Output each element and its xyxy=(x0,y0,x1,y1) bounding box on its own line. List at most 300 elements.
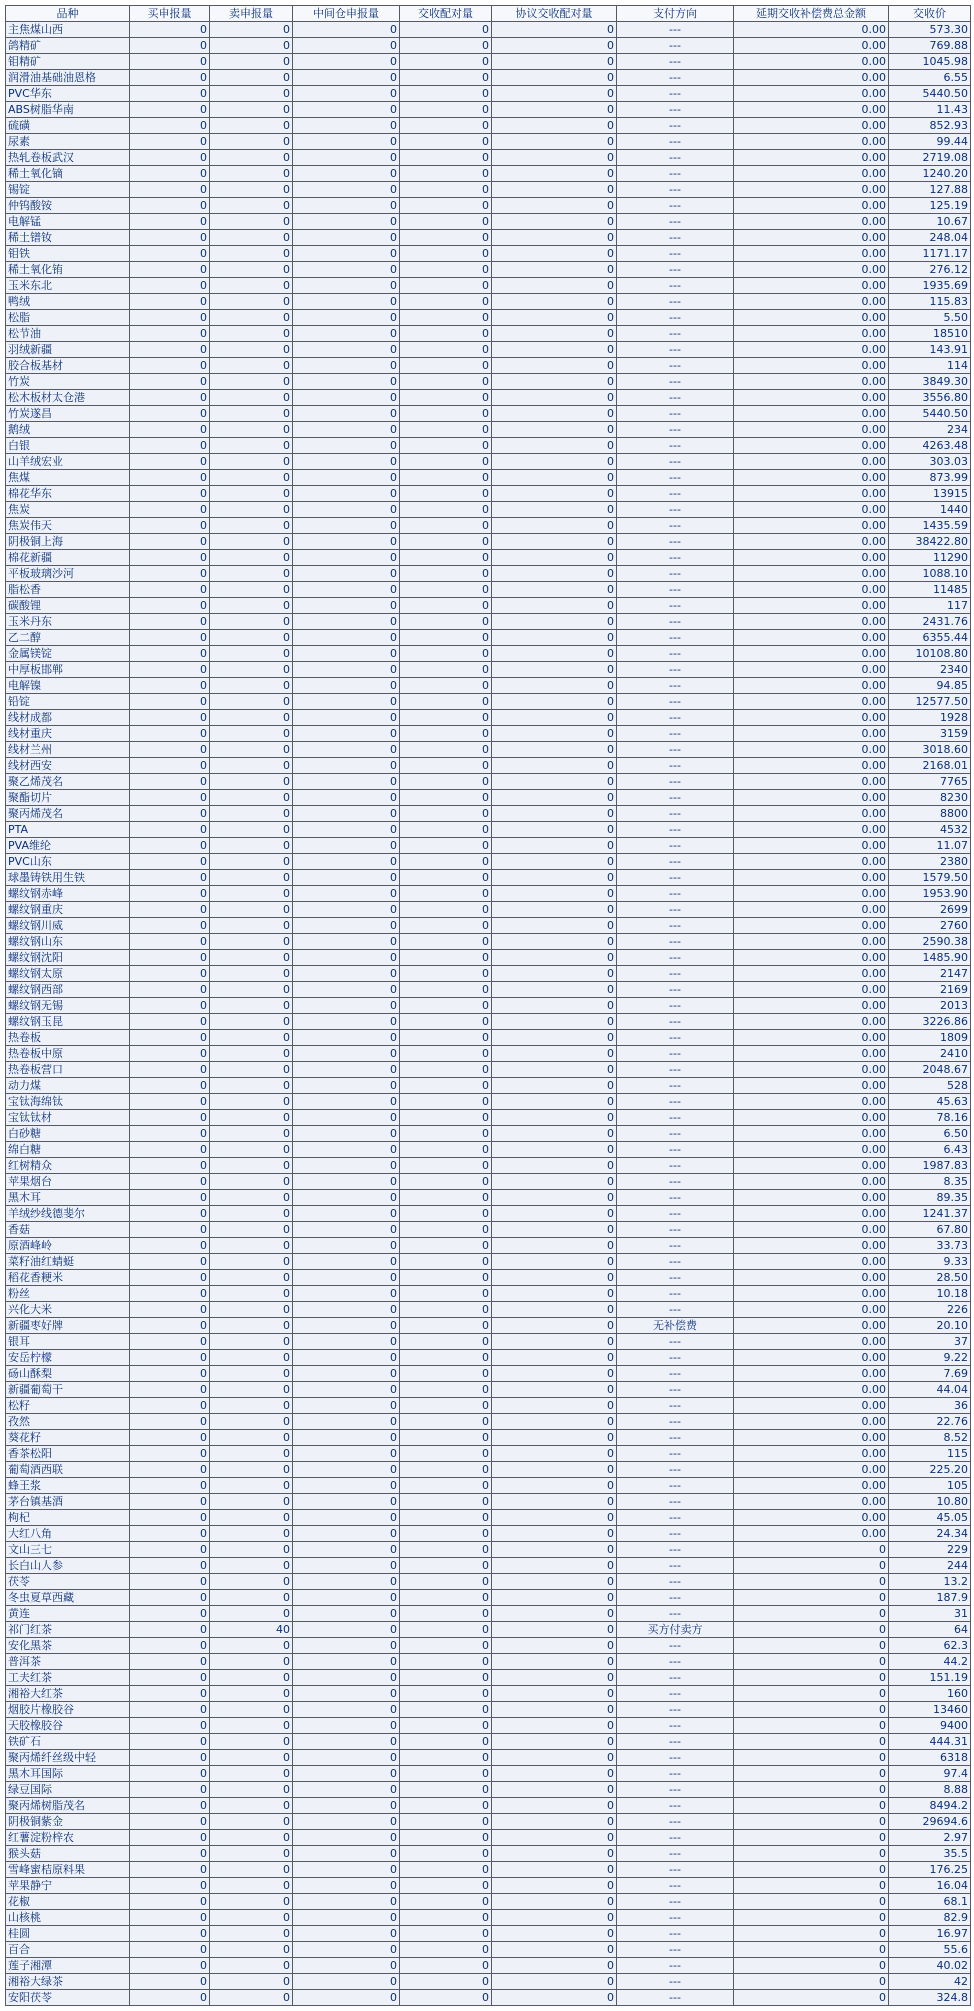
cell-sell-declared: 0 xyxy=(210,1542,293,1558)
cell-product: 白砂糖 xyxy=(6,1126,130,1142)
cell-payment-direction: --- xyxy=(617,790,734,806)
cell-payment-direction: --- xyxy=(617,1382,734,1398)
table-row xyxy=(6,1686,971,1702)
cell-agreement-matched: 0 xyxy=(492,806,617,822)
header-agreement-matched: 协议交收配对量 xyxy=(492,6,617,22)
cell-product: 大红八角 xyxy=(6,1526,130,1542)
header-settlement-price: 交收价 xyxy=(889,6,971,22)
table-row xyxy=(6,1318,971,1334)
cell-intermediate-declared: 0 xyxy=(293,726,400,742)
cell-agreement-matched: 0 xyxy=(492,646,617,662)
cell-sell-declared: 0 xyxy=(210,278,293,294)
cell-sell-declared: 0 xyxy=(210,1910,293,1926)
cell-deferred-compensation: 0.00 xyxy=(734,854,889,870)
cell-product: 红薯淀粉梓农 xyxy=(6,1830,130,1846)
cell-settlement-price: 3018.60 xyxy=(889,742,971,758)
cell-sell-declared: 0 xyxy=(210,1734,293,1750)
cell-product: 羽绒新疆 xyxy=(6,342,130,358)
cell-deferred-compensation: 0.00 xyxy=(734,774,889,790)
cell-product: 中厚板邯郸 xyxy=(6,662,130,678)
cell-agreement-matched: 0 xyxy=(492,262,617,278)
cell-deferred-compensation: 0.00 xyxy=(734,118,889,134)
cell-payment-direction: --- xyxy=(617,566,734,582)
cell-agreement-matched: 0 xyxy=(492,150,617,166)
cell-product: 文山三七 xyxy=(6,1542,130,1558)
cell-buy-declared: 0 xyxy=(130,54,210,70)
cell-deferred-compensation: 0 xyxy=(734,1862,889,1878)
cell-sell-declared: 0 xyxy=(210,54,293,70)
cell-payment-direction: --- xyxy=(617,726,734,742)
cell-product: 茅台镇基酒 xyxy=(6,1494,130,1510)
cell-sell-declared: 0 xyxy=(210,358,293,374)
table-row xyxy=(6,1094,971,1110)
table-row xyxy=(6,1862,971,1878)
cell-buy-declared: 0 xyxy=(130,1638,210,1654)
cell-product: 聚丙烯茂名 xyxy=(6,806,130,822)
table-row xyxy=(6,86,971,102)
cell-payment-direction: --- xyxy=(617,1462,734,1478)
cell-agreement-matched: 0 xyxy=(492,1606,617,1622)
cell-product: 鸭绒 xyxy=(6,294,130,310)
cell-settlement-price: 8.52 xyxy=(889,1430,971,1446)
cell-payment-direction: --- xyxy=(617,1958,734,1974)
cell-intermediate-declared: 0 xyxy=(293,230,400,246)
cell-buy-declared: 0 xyxy=(130,966,210,982)
cell-deferred-compensation: 0.00 xyxy=(734,998,889,1014)
cell-product: 胶合板基材 xyxy=(6,358,130,374)
cell-product: 砀山酥梨 xyxy=(6,1366,130,1382)
cell-settlement-price: 22.76 xyxy=(889,1414,971,1430)
cell-delivery-matched: 0 xyxy=(400,518,492,534)
table-row xyxy=(6,454,971,470)
cell-settlement-price: 29694.6 xyxy=(889,1814,971,1830)
cell-agreement-matched: 0 xyxy=(492,1430,617,1446)
cell-settlement-price: 2147 xyxy=(889,966,971,982)
cell-sell-declared: 0 xyxy=(210,886,293,902)
cell-intermediate-declared: 0 xyxy=(293,966,400,982)
cell-payment-direction: --- xyxy=(617,678,734,694)
cell-delivery-matched: 0 xyxy=(400,854,492,870)
cell-product: 竹炭 xyxy=(6,374,130,390)
cell-delivery-matched: 0 xyxy=(400,1190,492,1206)
cell-agreement-matched: 0 xyxy=(492,1942,617,1958)
table-row xyxy=(6,1446,971,1462)
cell-deferred-compensation: 0.00 xyxy=(734,1222,889,1238)
cell-buy-declared: 0 xyxy=(130,342,210,358)
cell-payment-direction: --- xyxy=(617,582,734,598)
cell-product: 螺纹钢重庆 xyxy=(6,902,130,918)
cell-payment-direction: --- xyxy=(617,166,734,182)
cell-buy-declared: 0 xyxy=(130,1334,210,1350)
table-row xyxy=(6,390,971,406)
cell-payment-direction: --- xyxy=(617,198,734,214)
cell-product: 香菇 xyxy=(6,1222,130,1238)
cell-buy-declared: 0 xyxy=(130,1446,210,1462)
cell-agreement-matched: 0 xyxy=(492,582,617,598)
cell-product: 焦炭 xyxy=(6,502,130,518)
table-row xyxy=(6,422,971,438)
cell-payment-direction: --- xyxy=(617,1478,734,1494)
cell-agreement-matched: 0 xyxy=(492,1462,617,1478)
cell-settlement-price: 35.5 xyxy=(889,1846,971,1862)
table-row xyxy=(6,950,971,966)
table-row xyxy=(6,710,971,726)
cell-delivery-matched: 0 xyxy=(400,1334,492,1350)
cell-delivery-matched: 0 xyxy=(400,1830,492,1846)
cell-intermediate-declared: 0 xyxy=(293,1430,400,1446)
cell-agreement-matched: 0 xyxy=(492,1766,617,1782)
cell-buy-declared: 0 xyxy=(130,1014,210,1030)
cell-settlement-price: 33.73 xyxy=(889,1238,971,1254)
cell-intermediate-declared: 0 xyxy=(293,582,400,598)
cell-settlement-price: 573.30 xyxy=(889,22,971,38)
cell-deferred-compensation: 0.00 xyxy=(734,1382,889,1398)
table-row xyxy=(6,1430,971,1446)
cell-agreement-matched: 0 xyxy=(492,710,617,726)
cell-buy-declared: 0 xyxy=(130,1494,210,1510)
cell-agreement-matched: 0 xyxy=(492,1846,617,1862)
cell-buy-declared: 0 xyxy=(130,630,210,646)
cell-intermediate-declared: 0 xyxy=(293,1558,400,1574)
header-row xyxy=(6,6,971,22)
cell-deferred-compensation: 0 xyxy=(734,1846,889,1862)
cell-agreement-matched: 0 xyxy=(492,1798,617,1814)
cell-payment-direction: --- xyxy=(617,1302,734,1318)
cell-deferred-compensation: 0.00 xyxy=(734,438,889,454)
table-row xyxy=(6,598,971,614)
cell-intermediate-declared: 0 xyxy=(293,166,400,182)
cell-agreement-matched: 0 xyxy=(492,1750,617,1766)
cell-settlement-price: 11485 xyxy=(889,582,971,598)
cell-delivery-matched: 0 xyxy=(400,982,492,998)
cell-sell-declared: 0 xyxy=(210,630,293,646)
cell-deferred-compensation: 0.00 xyxy=(734,86,889,102)
cell-sell-declared: 0 xyxy=(210,1638,293,1654)
cell-delivery-matched: 0 xyxy=(400,1814,492,1830)
cell-product: 天胶橡胶谷 xyxy=(6,1718,130,1734)
cell-sell-declared: 0 xyxy=(210,1142,293,1158)
cell-intermediate-declared: 0 xyxy=(293,1622,400,1638)
cell-sell-declared: 0 xyxy=(210,1558,293,1574)
table-row xyxy=(6,406,971,422)
cell-delivery-matched: 0 xyxy=(400,1126,492,1142)
table-row xyxy=(6,182,971,198)
cell-sell-declared: 0 xyxy=(210,726,293,742)
cell-payment-direction: --- xyxy=(617,870,734,886)
table-row xyxy=(6,1014,971,1030)
cell-sell-declared: 0 xyxy=(210,742,293,758)
cell-intermediate-declared: 0 xyxy=(293,1686,400,1702)
cell-agreement-matched: 0 xyxy=(492,1398,617,1414)
cell-deferred-compensation: 0.00 xyxy=(734,550,889,566)
cell-settlement-price: 78.16 xyxy=(889,1110,971,1126)
cell-intermediate-declared: 0 xyxy=(293,886,400,902)
cell-delivery-matched: 0 xyxy=(400,1142,492,1158)
cell-buy-declared: 0 xyxy=(130,854,210,870)
cell-sell-declared: 0 xyxy=(210,182,293,198)
cell-agreement-matched: 0 xyxy=(492,502,617,518)
cell-payment-direction: --- xyxy=(617,1782,734,1798)
table-row xyxy=(6,1542,971,1558)
cell-sell-declared: 0 xyxy=(210,598,293,614)
cell-delivery-matched: 0 xyxy=(400,1942,492,1958)
cell-agreement-matched: 0 xyxy=(492,518,617,534)
cell-product: 锡锭 xyxy=(6,182,130,198)
cell-delivery-matched: 0 xyxy=(400,1254,492,1270)
cell-intermediate-declared: 0 xyxy=(293,1766,400,1782)
cell-delivery-matched: 0 xyxy=(400,1686,492,1702)
table-row xyxy=(6,1766,971,1782)
cell-intermediate-declared: 0 xyxy=(293,1926,400,1942)
cell-deferred-compensation: 0.00 xyxy=(734,1526,889,1542)
cell-intermediate-declared: 0 xyxy=(293,822,400,838)
cell-payment-direction: --- xyxy=(617,646,734,662)
cell-payment-direction: --- xyxy=(617,1158,734,1174)
cell-intermediate-declared: 0 xyxy=(293,326,400,342)
cell-intermediate-declared: 0 xyxy=(293,1510,400,1526)
cell-agreement-matched: 0 xyxy=(492,86,617,102)
cell-settlement-price: 5.50 xyxy=(889,310,971,326)
cell-settlement-price: 769.88 xyxy=(889,38,971,54)
cell-intermediate-declared: 0 xyxy=(293,86,400,102)
cell-buy-declared: 0 xyxy=(130,390,210,406)
cell-product: 枸杞 xyxy=(6,1510,130,1526)
cell-settlement-price: 20.10 xyxy=(889,1318,971,1334)
cell-agreement-matched: 0 xyxy=(492,950,617,966)
cell-delivery-matched: 0 xyxy=(400,1798,492,1814)
cell-agreement-matched: 0 xyxy=(492,422,617,438)
cell-payment-direction: --- xyxy=(617,214,734,230)
cell-intermediate-declared: 0 xyxy=(293,150,400,166)
cell-buy-declared: 0 xyxy=(130,198,210,214)
cell-sell-declared: 0 xyxy=(210,214,293,230)
cell-buy-declared: 0 xyxy=(130,1046,210,1062)
cell-sell-declared: 0 xyxy=(210,1014,293,1030)
cell-delivery-matched: 0 xyxy=(400,1062,492,1078)
cell-product: PTA xyxy=(6,822,130,838)
cell-buy-declared: 0 xyxy=(130,1734,210,1750)
cell-product: 螺纹钢太原 xyxy=(6,966,130,982)
cell-product: 湘裕大绿茶 xyxy=(6,1974,130,1990)
cell-buy-declared: 0 xyxy=(130,470,210,486)
cell-payment-direction: --- xyxy=(617,1718,734,1734)
cell-intermediate-declared: 0 xyxy=(293,1590,400,1606)
cell-sell-declared: 0 xyxy=(210,1382,293,1398)
cell-deferred-compensation: 0 xyxy=(734,1814,889,1830)
cell-buy-declared: 0 xyxy=(130,1942,210,1958)
cell-intermediate-declared: 0 xyxy=(293,838,400,854)
cell-product: 百合 xyxy=(6,1942,130,1958)
cell-settlement-price: 67.80 xyxy=(889,1222,971,1238)
cell-delivery-matched: 0 xyxy=(400,22,492,38)
cell-product: 铁矿石 xyxy=(6,1734,130,1750)
cell-payment-direction: --- xyxy=(617,1558,734,1574)
cell-delivery-matched: 0 xyxy=(400,390,492,406)
table-row xyxy=(6,1654,971,1670)
cell-settlement-price: 187.9 xyxy=(889,1590,971,1606)
cell-sell-declared: 0 xyxy=(210,294,293,310)
cell-intermediate-declared: 0 xyxy=(293,38,400,54)
cell-product: 鸽精矿 xyxy=(6,38,130,54)
cell-delivery-matched: 0 xyxy=(400,1734,492,1750)
cell-settlement-price: 42 xyxy=(889,1974,971,1990)
cell-intermediate-declared: 0 xyxy=(293,614,400,630)
cell-agreement-matched: 0 xyxy=(492,1862,617,1878)
cell-sell-declared: 0 xyxy=(210,582,293,598)
cell-buy-declared: 0 xyxy=(130,1302,210,1318)
table-row xyxy=(6,1030,971,1046)
cell-intermediate-declared: 0 xyxy=(293,198,400,214)
cell-intermediate-declared: 0 xyxy=(293,630,400,646)
cell-buy-declared: 0 xyxy=(130,230,210,246)
cell-deferred-compensation: 0.00 xyxy=(734,566,889,582)
cell-buy-declared: 0 xyxy=(130,1878,210,1894)
cell-buy-declared: 0 xyxy=(130,1414,210,1430)
cell-settlement-price: 55.6 xyxy=(889,1942,971,1958)
table-row xyxy=(6,1606,971,1622)
cell-delivery-matched: 0 xyxy=(400,1958,492,1974)
cell-delivery-matched: 0 xyxy=(400,1222,492,1238)
cell-payment-direction: --- xyxy=(617,54,734,70)
cell-agreement-matched: 0 xyxy=(492,982,617,998)
table-row xyxy=(6,1510,971,1526)
cell-intermediate-declared: 0 xyxy=(293,1382,400,1398)
cell-deferred-compensation: 0 xyxy=(734,1542,889,1558)
cell-payment-direction: --- xyxy=(617,1798,734,1814)
cell-product: 绵白糖 xyxy=(6,1142,130,1158)
cell-settlement-price: 1440 xyxy=(889,502,971,518)
cell-agreement-matched: 0 xyxy=(492,774,617,790)
cell-buy-declared: 0 xyxy=(130,1078,210,1094)
cell-delivery-matched: 0 xyxy=(400,662,492,678)
cell-delivery-matched: 0 xyxy=(400,1206,492,1222)
cell-agreement-matched: 0 xyxy=(492,1062,617,1078)
cell-product: 乙二醇 xyxy=(6,630,130,646)
cell-deferred-compensation: 0.00 xyxy=(734,390,889,406)
cell-buy-declared: 0 xyxy=(130,534,210,550)
cell-settlement-price: 1241.37 xyxy=(889,1206,971,1222)
table-row xyxy=(6,550,971,566)
cell-sell-declared: 0 xyxy=(210,150,293,166)
cell-product: 线材兰州 xyxy=(6,742,130,758)
cell-settlement-price: 8.88 xyxy=(889,1782,971,1798)
cell-product: 绿豆国际 xyxy=(6,1782,130,1798)
cell-settlement-price: 324.8 xyxy=(889,1990,971,2006)
table-row xyxy=(6,630,971,646)
cell-payment-direction: --- xyxy=(617,598,734,614)
table-row xyxy=(6,54,971,70)
cell-agreement-matched: 0 xyxy=(492,38,617,54)
table-row xyxy=(6,982,971,998)
table-row xyxy=(6,214,971,230)
cell-delivery-matched: 0 xyxy=(400,678,492,694)
cell-intermediate-declared: 0 xyxy=(293,1014,400,1030)
cell-settlement-price: 10.18 xyxy=(889,1286,971,1302)
cell-sell-declared: 0 xyxy=(210,774,293,790)
cell-delivery-matched: 0 xyxy=(400,310,492,326)
cell-buy-declared: 0 xyxy=(130,1238,210,1254)
cell-agreement-matched: 0 xyxy=(492,198,617,214)
cell-intermediate-declared: 0 xyxy=(293,1398,400,1414)
cell-payment-direction: --- xyxy=(617,1510,734,1526)
cell-deferred-compensation: 0.00 xyxy=(734,934,889,950)
cell-buy-declared: 0 xyxy=(130,902,210,918)
cell-product: 原酒峰岭 xyxy=(6,1238,130,1254)
cell-sell-declared: 0 xyxy=(210,198,293,214)
cell-intermediate-declared: 0 xyxy=(293,1462,400,1478)
cell-buy-declared: 0 xyxy=(130,1750,210,1766)
cell-product: 润滑油基础油恩格 xyxy=(6,70,130,86)
cell-sell-declared: 40 xyxy=(210,1622,293,1638)
cell-delivery-matched: 0 xyxy=(400,1366,492,1382)
cell-buy-declared: 0 xyxy=(130,598,210,614)
cell-payment-direction: --- xyxy=(617,38,734,54)
cell-deferred-compensation: 0.00 xyxy=(734,166,889,182)
cell-sell-declared: 0 xyxy=(210,1974,293,1990)
cell-deferred-compensation: 0.00 xyxy=(734,742,889,758)
cell-settlement-price: 226 xyxy=(889,1302,971,1318)
cell-product: 棉花华东 xyxy=(6,486,130,502)
cell-payment-direction: --- xyxy=(617,1654,734,1670)
cell-product: 螺纹钢玉昆 xyxy=(6,1014,130,1030)
cell-buy-declared: 0 xyxy=(130,518,210,534)
cell-settlement-price: 1953.90 xyxy=(889,886,971,902)
cell-agreement-matched: 0 xyxy=(492,1782,617,1798)
cell-buy-declared: 0 xyxy=(130,1590,210,1606)
cell-intermediate-declared: 0 xyxy=(293,422,400,438)
cell-buy-declared: 0 xyxy=(130,1782,210,1798)
cell-delivery-matched: 0 xyxy=(400,1430,492,1446)
cell-delivery-matched: 0 xyxy=(400,566,492,582)
table-row xyxy=(6,150,971,166)
cell-buy-declared: 0 xyxy=(130,1926,210,1942)
cell-intermediate-declared: 0 xyxy=(293,294,400,310)
cell-delivery-matched: 0 xyxy=(400,1878,492,1894)
cell-buy-declared: 0 xyxy=(130,838,210,854)
cell-settlement-price: 8.35 xyxy=(889,1174,971,1190)
cell-payment-direction: --- xyxy=(617,1494,734,1510)
cell-product: 新疆枣好牌 xyxy=(6,1318,130,1334)
cell-delivery-matched: 0 xyxy=(400,790,492,806)
cell-payment-direction: --- xyxy=(617,470,734,486)
cell-delivery-matched: 0 xyxy=(400,902,492,918)
cell-sell-declared: 0 xyxy=(210,1766,293,1782)
cell-agreement-matched: 0 xyxy=(492,662,617,678)
cell-intermediate-declared: 0 xyxy=(293,918,400,934)
cell-settlement-price: 2340 xyxy=(889,662,971,678)
cell-agreement-matched: 0 xyxy=(492,1238,617,1254)
cell-deferred-compensation: 0.00 xyxy=(734,870,889,886)
cell-settlement-price: 234 xyxy=(889,422,971,438)
cell-agreement-matched: 0 xyxy=(492,934,617,950)
cell-payment-direction: --- xyxy=(617,774,734,790)
cell-deferred-compensation: 0.00 xyxy=(734,1046,889,1062)
cell-payment-direction: --- xyxy=(617,1366,734,1382)
cell-intermediate-declared: 0 xyxy=(293,1750,400,1766)
cell-intermediate-declared: 0 xyxy=(293,1830,400,1846)
cell-sell-declared: 0 xyxy=(210,1862,293,1878)
cell-buy-declared: 0 xyxy=(130,886,210,902)
cell-payment-direction: --- xyxy=(617,1126,734,1142)
cell-product: 松籽 xyxy=(6,1398,130,1414)
cell-intermediate-declared: 0 xyxy=(293,774,400,790)
cell-intermediate-declared: 0 xyxy=(293,1654,400,1670)
cell-buy-declared: 0 xyxy=(130,438,210,454)
cell-sell-declared: 0 xyxy=(210,406,293,422)
cell-settlement-price: 37 xyxy=(889,1334,971,1350)
cell-payment-direction: --- xyxy=(617,358,734,374)
cell-sell-declared: 0 xyxy=(210,166,293,182)
